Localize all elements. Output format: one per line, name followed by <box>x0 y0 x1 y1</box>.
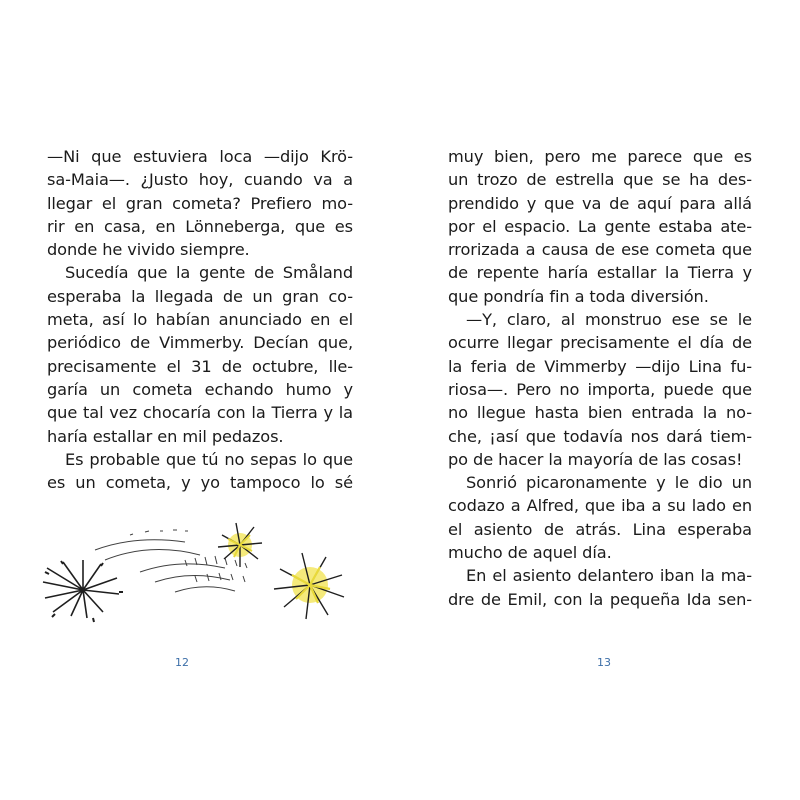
text-line: por el espacio. La gente estaba ate- <box>448 216 752 236</box>
text-line: que tal vez chocaría con la Tierra y la <box>47 403 353 423</box>
left-page-text <box>47 145 353 494</box>
page-number: 12 <box>175 656 189 669</box>
text-line: —Ni que estuviera loca —dijo Krö- <box>47 147 353 166</box>
right-page <box>400 0 800 800</box>
text-line: riosa—. Pero no importa, puede que <box>448 379 752 399</box>
text-line: rrorizada a causa de ese cometa que <box>448 240 752 260</box>
fireworks-illustration <box>35 510 365 630</box>
text-line: garía un cometa echando humo y <box>47 379 353 399</box>
text-line: —Y, claro, al monstruo ese se le <box>466 310 752 330</box>
text-line: que pondría fin a toda diversión. <box>448 286 709 306</box>
text-line: un trozo de estrella que se ha des- <box>448 170 752 190</box>
text-line: de repente haría estallar la Tierra y <box>448 263 752 283</box>
firework-smoke-trail <box>95 530 247 592</box>
text-line: llegar el gran cometa? Prefiero mo- <box>47 193 353 213</box>
text-line: prendido y que va de aquí para allá <box>448 193 752 213</box>
text-line: muy bien, pero me parece que es <box>448 147 752 166</box>
text-line: esperaba la llegada de un gran co- <box>47 286 353 306</box>
text-line: rir en casa, en Lönneberga, que es <box>47 216 353 236</box>
text-line: no llegue hasta bien entrada la no- <box>448 403 752 423</box>
text-line: es un cometa, y yo tampoco lo sé <box>47 473 353 493</box>
text-line: che, ¡así que todavía nos dará tiem- <box>448 426 752 446</box>
text-line: donde he vivido siempre. <box>47 240 250 260</box>
text-line: dre de Emil, con la pequeña Ida sen- <box>448 589 752 609</box>
right-page-text <box>448 145 752 611</box>
text-line: sa-Maia—. ¿Justo hoy, cuando va a <box>47 170 353 190</box>
text-line: meta, así lo habían anunciado en el <box>47 310 353 330</box>
text-line: Sonrió picaronamente y le dio un <box>466 473 752 493</box>
text-line: la feria de Vimmerby —dijo Lina fu- <box>448 356 752 376</box>
text-line: ocurre llegar precisamente el día de <box>448 333 752 353</box>
text-line: el asiento de atrás. Lina esperaba <box>448 519 752 539</box>
text-line: mucho de aquel día. <box>448 543 612 563</box>
text-line: periódico de Vimmerby. Decían que, <box>47 333 353 353</box>
text-line: Sucedía que la gente de Småland <box>65 263 353 283</box>
text-line: En el asiento delantero iban la ma- <box>466 566 752 586</box>
firework-right <box>274 553 344 619</box>
text-line: haría estallar en mil pedazos. <box>47 426 284 446</box>
page-number: 13 <box>597 656 611 669</box>
text-line: codazo a Alfred, que iba a su lado en <box>448 496 752 516</box>
text-line: Es probable que tú no sepas lo que <box>65 449 353 469</box>
firework-top <box>218 523 262 567</box>
firework-left <box>43 560 123 622</box>
text-line: po de hacer la mayoría de las cosas! <box>448 449 743 469</box>
text-line: precisamente el 31 de octubre, lle- <box>47 356 353 376</box>
